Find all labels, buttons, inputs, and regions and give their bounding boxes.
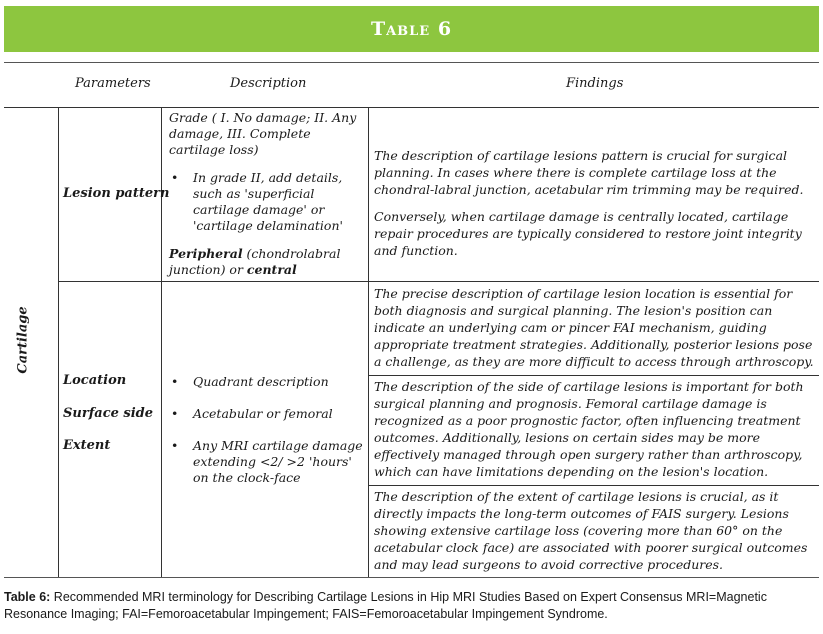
col-divider-1 <box>58 107 59 577</box>
desc-grade-bullet: • In grade II, add details, such as 'superficial cartilage damage' or 'cartilage delamination' <box>169 170 365 234</box>
table-top-rule <box>4 62 819 63</box>
header-findings: Findings <box>566 76 624 91</box>
desc-clock-face: • Any MRI cartilage damage extending <2/ >2 'hours' on the clock-face <box>169 438 365 486</box>
table-caption <box>4 589 819 623</box>
desc-location-type <box>169 246 365 278</box>
header-description: Description <box>230 76 307 91</box>
desc-central-word: central <box>246 262 297 277</box>
findings-surface-side: The description of the side of cartilage lesions is important for both surgical planning and prognosis. Femoral cartilage damage is recognized as a poor prognostic factor, often influencing treatment outcomes. Additionally, lesions on certain sides may be more effectively managed through open surgery rather than arthroscopy, which can have limitations depending on the lesion's location. <box>374 379 804 479</box>
group-label-cartilage: Cartilage <box>15 306 31 374</box>
table-title-bar <box>4 6 819 52</box>
findings-lesion-pattern-1: The description of cartilage lesions pattern is crucial for surgical planning. In cases where there is complete cartilage loss at the chondral-labral junction, acetabular rim trimming may be required. <box>374 148 804 197</box>
desc-grade: Grade ( I. No damage; II. Any damage, III. Complete cartilage loss) <box>169 110 357 157</box>
caption-label: Table 6: <box>4 590 51 604</box>
row-divider-main <box>58 281 819 282</box>
param-surface-side: Surface side <box>63 406 154 421</box>
col-divider-2 <box>161 107 162 577</box>
header-parameters: Parameters <box>75 76 151 91</box>
desc-extent <box>169 438 365 486</box>
table-title: Table 6 <box>370 18 453 40</box>
row-divider-findings-1 <box>368 375 819 376</box>
desc-surface-side <box>169 406 365 422</box>
col-divider-3 <box>368 107 369 577</box>
param-lesion-pattern: Lesion pattern <box>63 186 170 201</box>
desc-quadrant: • Quadrant description <box>169 374 365 390</box>
header-divider <box>4 107 819 108</box>
row-divider-findings-2 <box>368 485 819 486</box>
findings-extent: The description of the extent of cartilage lesions is crucial, as it directly impacts the long-term outcomes of FAIS surgery. Lesions showing extensive cartilage loss (covering more than 60° on the acetabular clock face) are associated with poorer surgical outcomes and may lead surgeons to avoid corrective procedures. <box>374 489 808 572</box>
findings-location: The precise description of cartilage lesion location is essential for both diagnosis and surgical planning. The lesion's position can indicate an underlying cam or pincer FAI mechanism, guiding appropriate treatment strategies. Additionally, posterior lesions pose a challenge, as they are more difficult to access through arthroscopy. <box>374 286 814 369</box>
caption-text: Recommended MRI terminology for Describing Cartilage Lesions in Hip MRI Studies Based on Expert Consensus MRI=Magnetic Resonance Imaging; FAI=Femoroacetabular Impingement; FAIS=Femoroacetabular Impingement Syndrome. <box>4 590 767 621</box>
desc-location <box>169 374 365 390</box>
param-extent: Extent <box>63 438 111 453</box>
table-bottom-rule <box>4 577 819 578</box>
findings-lesion-pattern-2: Conversely, when cartilage damage is centrally located, cartilage repair procedures are typically considered to restore joint integrity and function. <box>374 209 802 258</box>
desc-acetabular-femoral: • Acetabular or femoral <box>169 406 365 422</box>
param-location: Location <box>63 373 127 388</box>
desc-peripheral-middle: (chondrolabral junction) or <box>169 246 341 277</box>
desc-lesion-pattern <box>169 110 365 278</box>
desc-peripheral-word: Peripheral <box>169 246 243 261</box>
